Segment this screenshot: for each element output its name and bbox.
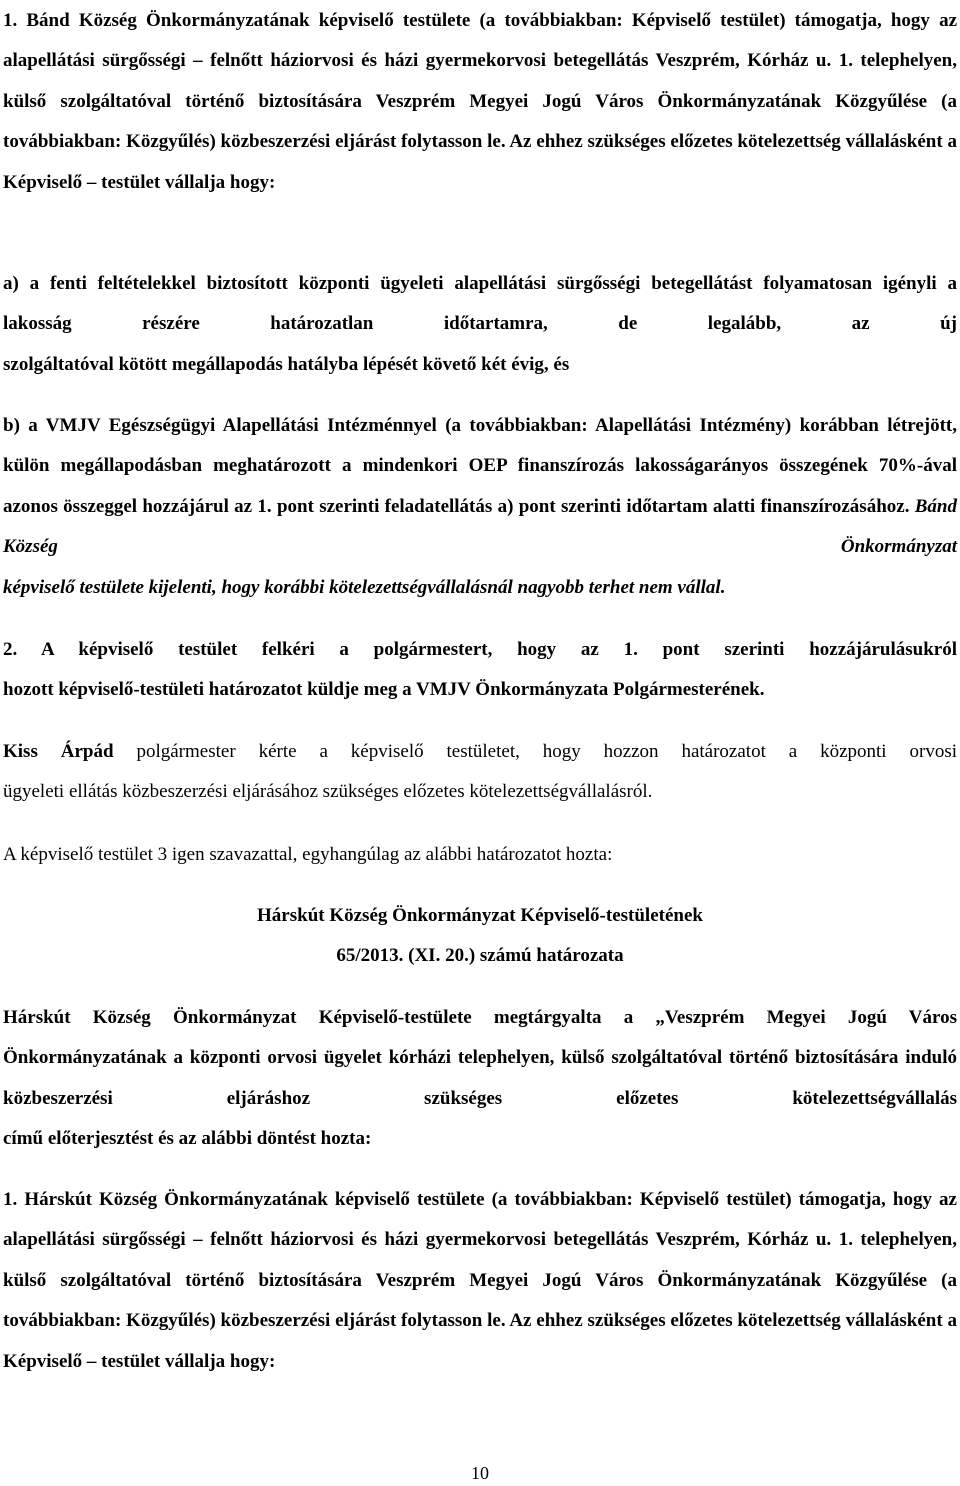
paragraph-a-body: a) a fenti feltételekkel biztosított központi ügyeleti alapellátási sürgősségi betegellátást folyamatosan igényli a lakosság részére határozatlan időtartamra, de legalább, az új [3, 273, 957, 335]
paragraph-3-last-line: ügyeleti ellátás közbeszerzési eljárásához szükséges előzetes kötelezettségvállalásról. [3, 781, 653, 803]
paragraph-b-bold-text: b) a VMJV Egészségügyi Alapellátási Intézménnyel (a továbbiakban: Alapellátási Intézmény) korábban létrejött, külön megállapodásban meghatározott a mindenkori OEP finanszírozás lakosságarányos összegének 70%-ával azonos összeggel hozzájárul az 1. pont szerinti feladatellátás a) pont szerinti időtartam alatti finanszírozásához. [3, 415, 957, 517]
paragraph-2-body: 2. A képviselő testület felkéri a polgármestert, hogy az 1. pont szerinti hozzájárulásukról [3, 639, 957, 660]
paragraph-6 [3, 1180, 957, 1382]
paragraph-b-italic-text: Bánd Község Önkormányzat [3, 495, 957, 558]
paragraph-5-body: Hárskút Község Önkormányzat Képviselő-testülete megtárgyalta a „Veszprém Megyei Jogú Város Önkormányzatának a központi orvosi ügyelet kórházi telephelyen, külső szolgáltatóval történő biztosítására induló közbeszerzési eljáráshoz szükséges előzetes kötelezettségvállalás [3, 1007, 957, 1109]
paragraph-6-body: 1. Hárskút Község Önkormányzatának képviselő testülete (a továbbiakban: Képviselő testület) támogatja, hogy az alapellátási sürgősségi – felnőtt háziorvosi és házi gyermekorvosi betegellátás Veszprém, Kórház u. 1. telephelyen, külső szolgáltatóval történő biztosítására Veszprém Megyei Jogú Város Önkormányzatának Közgyűlése (a továbbiakban: Közgyűlés) közbeszerzési eljárást folytasson le. Az ehhez szükséges előzetes kötelezettség vállalásként a [3, 1189, 957, 1332]
paragraph-a [3, 264, 957, 385]
resolution-heading-line-2: 65/2013. (XI. 20.) számú határozata [336, 945, 624, 966]
paragraph-1 [3, 1, 957, 203]
paragraph-1-last-line: Képviselő – testület vállalja hogy: [3, 171, 276, 193]
paragraph-5-last-line: című előterjesztést és az alábbi döntést hozta: [3, 1128, 372, 1150]
paragraph-b [3, 406, 957, 608]
paragraph-a-last-line: szolgáltatóval kötött megállapodás hatályba lépését követő két évig, és [3, 353, 570, 375]
paragraph-b-last-line: képviselő testülete kijelenti, hogy korábbi kötelezettségvállalásnál nagyobb terhet nem vállal. [3, 576, 726, 598]
mayor-name: Kiss Árpád [3, 741, 114, 762]
paragraph-3 [3, 732, 957, 813]
paragraph-2-last-line: hozott képviselő-testületi határozatot küldje meg a VMJV Önkormányzata Polgármesterének. [3, 679, 765, 701]
paragraph-4-text: A képviselő testület 3 igen szavazattal, egyhangúlag az alábbi határozatot hozta: [3, 844, 613, 865]
paragraph-4 [3, 835, 957, 875]
paragraph-6-last-line: Képviselő – testület vállalja hogy: [3, 1350, 276, 1372]
paragraph-1-body: 1. Bánd Község Önkormányzatának képviselő testülete (a továbbiakban: Képviselő testület) támogatja, hogy az alapellátási sürgősségi – felnőtt háziorvosi és házi gyermekorvosi betegellátás Veszprém, Kórház u. 1. telephelyen, külső szolgáltatóval történő biztosítására Veszprém Megyei Jogú Város Önkormányzatának Közgyűlése (a továbbiakban: Közgyűlés) közbeszerzési eljárást folytasson le. Az ehhez szükséges előzetes kötelezettség vállalásként a [3, 10, 957, 153]
paragraph-2 [3, 630, 957, 711]
paragraph-3-text: polgármester kérte a képviselő testületet, hogy hozzon határozatot a központi orvosi [136, 741, 958, 762]
paragraph-5 [3, 998, 957, 1160]
paragraph-b-body [3, 406, 957, 568]
page-number: 10 [471, 1463, 489, 1483]
resolution-heading-line-1: Hárskút Község Önkormányzat Képviselő-testületének [257, 905, 703, 926]
paragraph-3-body [3, 732, 957, 772]
